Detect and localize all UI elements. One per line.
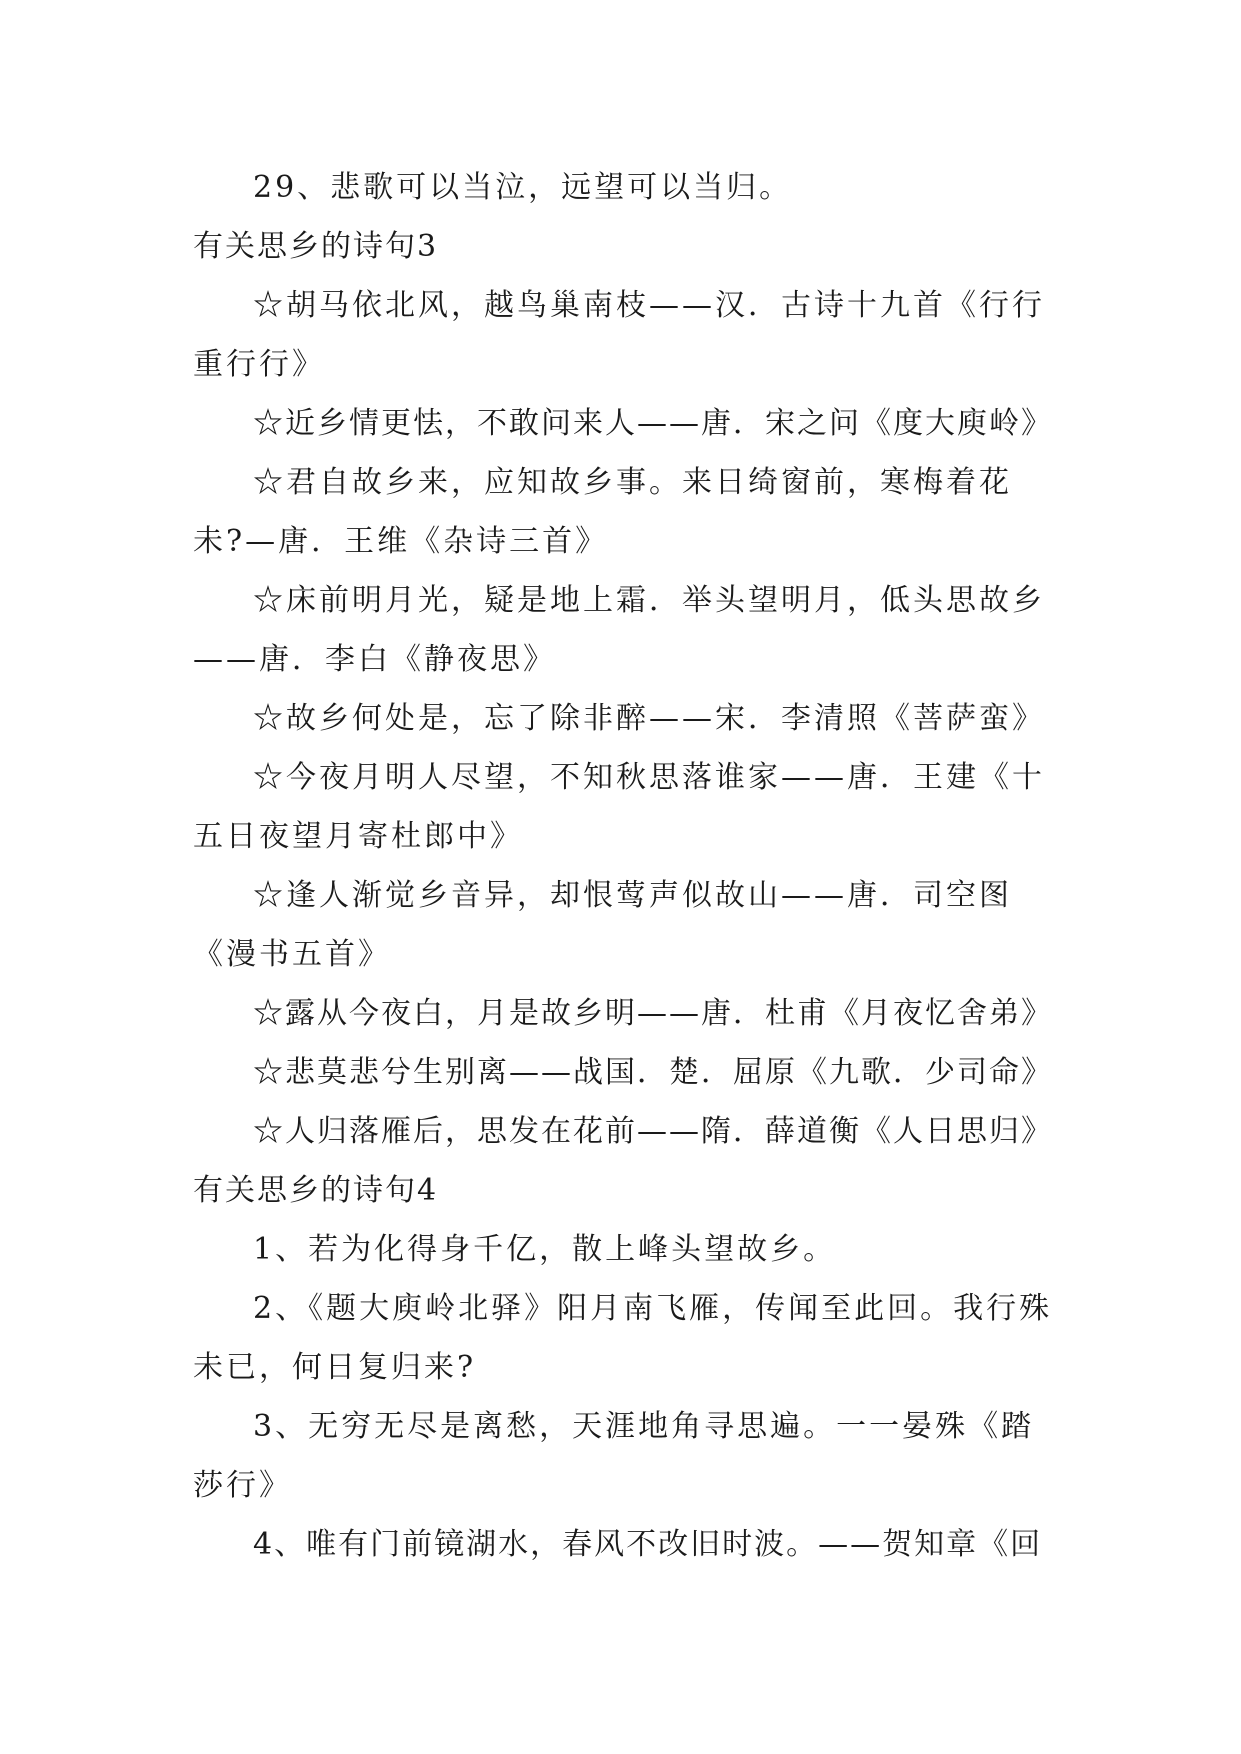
poem-line: ☆今夜月明人尽望，不知秋思落谁家——唐．王建《十 (253, 760, 1045, 795)
poem-line: 2、《题大庾岭北驿》阳月南飞雁，传闻至此回。我行殊 (253, 1291, 1053, 1326)
poem-line: 4、唯有门前镜湖水，春风不改旧时波。——贺知章《回 (253, 1527, 1043, 1562)
section-heading: 有关思乡的诗句4 (193, 1173, 439, 1208)
poem-line-continued: 未?—唐．王维《杂诗三首》 (193, 524, 609, 559)
poem-line: ☆人归落雁后，思发在花前——隋．薛道衡《人日思归》 (253, 1114, 1053, 1149)
section-heading: 有关思乡的诗句3 (193, 229, 439, 264)
poem-line: 29、悲歌可以当泣，远望可以当归。 (253, 170, 793, 205)
document-body (193, 158, 1053, 1574)
poem-line: ☆逢人渐觉乡音异，却恨莺声似故山——唐．司空图 (253, 878, 1012, 913)
poem-line: ☆故乡何处是，忘了除非醉——宋．李清照《菩萨蛮》 (253, 701, 1045, 736)
poem-line: ☆近乡情更怯，不敢问来人——唐．宋之问《度大庾岭》 (253, 406, 1053, 441)
poem-line: ☆胡马依北风，越鸟巢南枝——汉．古诗十九首《行行 (253, 288, 1045, 323)
poem-line-continued: 重行行》 (193, 347, 325, 382)
poem-line: ☆露从今夜白，月是故乡明——唐．杜甫《月夜忆舍弟》 (253, 996, 1053, 1031)
poem-line-continued: 《漫书五首》 (193, 937, 391, 972)
poem-line: ☆悲莫悲兮生别离——战国．楚．屈原《九歌．少司命》 (253, 1055, 1053, 1090)
poem-line: 3、无穷无尽是离愁，天涯地角寻思遍。一一晏殊《踏 (253, 1409, 1035, 1444)
poem-line-continued: ——唐．李白《静夜思》 (193, 642, 556, 677)
poem-line-continued: 未已，何日复归来? (193, 1350, 477, 1385)
poem-line: ☆床前明月光，疑是地上霜．举头望明月，低头思故乡 (253, 583, 1045, 618)
poem-line-continued: 莎行》 (193, 1468, 292, 1503)
poem-line-continued: 五日夜望月寄杜郎中》 (193, 819, 523, 854)
poem-line: 1、若为化得身千亿，散上峰头望故乡。 (253, 1232, 837, 1267)
poem-line: ☆君自故乡来，应知故乡事。来日绮窗前，寒梅着花 (253, 465, 1012, 500)
